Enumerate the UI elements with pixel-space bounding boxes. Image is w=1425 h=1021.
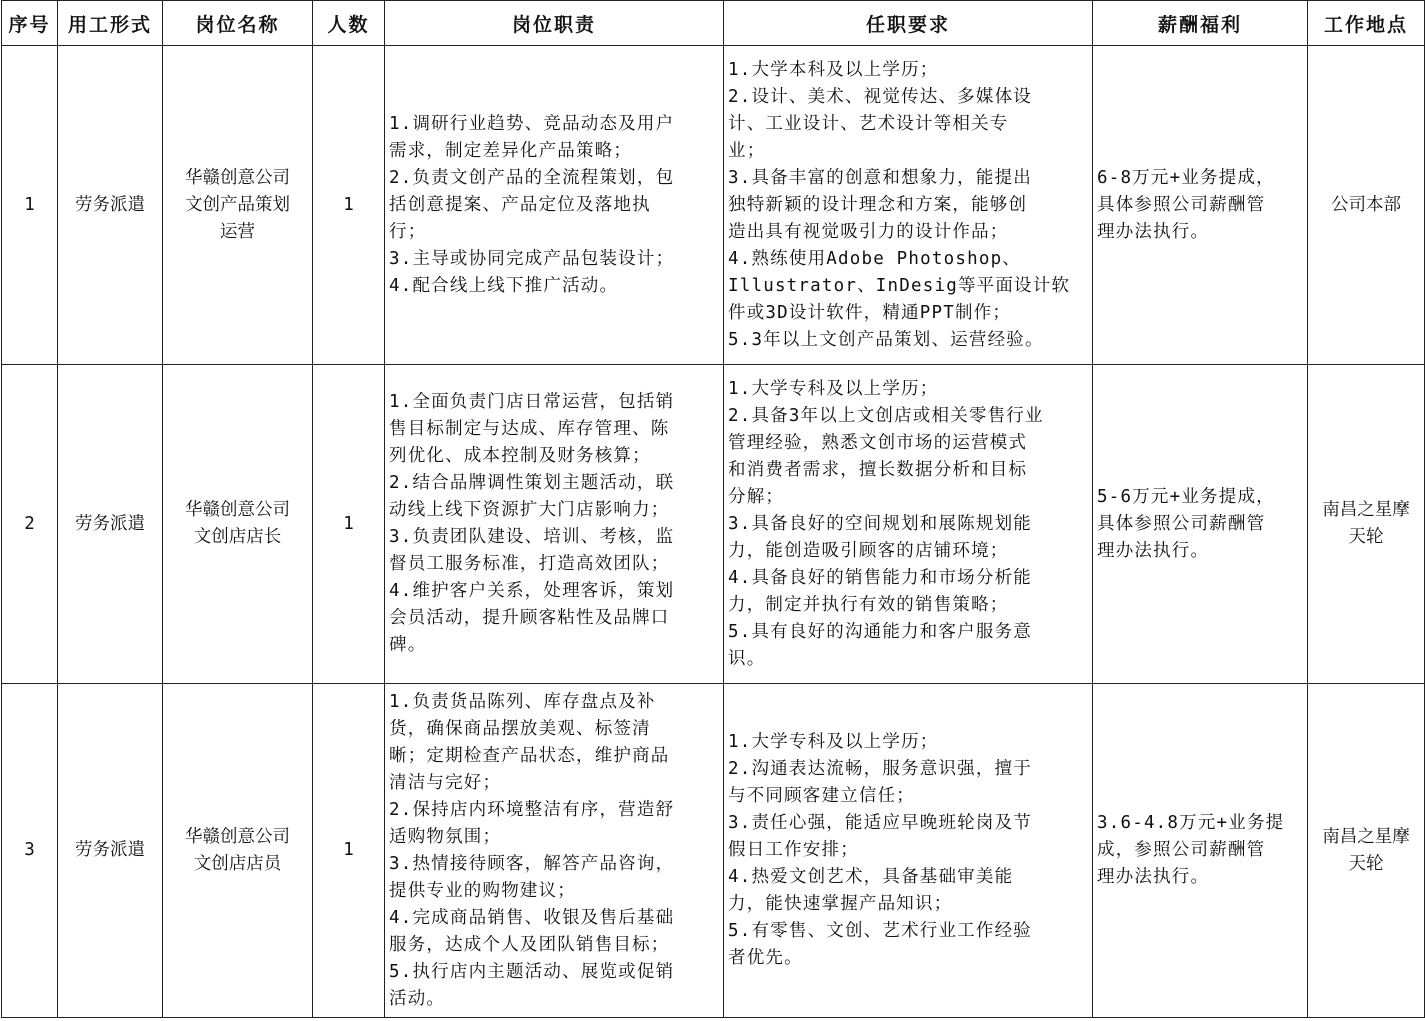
text-line: 具体参照公司薪酬管: [1097, 513, 1266, 534]
text-line: 3.具备良好的空间规划和展陈规划能: [728, 513, 1032, 534]
text-line: 华赣创意公司: [185, 500, 290, 520]
cell-type: 劳务派遣: [58, 365, 163, 684]
text-line: 清洁与完好；: [389, 772, 502, 793]
table-row: [2, 46, 1425, 365]
cell-position: [163, 365, 313, 684]
table-row: [2, 684, 1425, 1018]
text-line: 理办法执行。: [1097, 540, 1210, 561]
text-line: 活动。: [389, 988, 446, 1009]
text-line: 3.6-4.8万元+业务提: [1097, 813, 1285, 833]
text-line: 6-8万元+业务提成，: [1097, 167, 1275, 188]
header-count: 人数: [313, 1, 385, 46]
header-seq: 序号: [2, 1, 58, 46]
text-line: 华赣创意公司: [185, 167, 290, 188]
text-line: Illustrator、InDesig等平面设计软: [728, 275, 1071, 296]
text-line: 文创产品策划: [185, 194, 290, 215]
text-line: 力，能快速掌握产品知识；: [728, 894, 953, 914]
cell-requirements: [724, 46, 1093, 365]
text-line: 件或3D设计软件，精通PPT制作；: [728, 302, 1012, 323]
text-line: 2.具备3年以上文创店或相关零售行业: [728, 405, 1044, 426]
cell-seq: 3: [2, 684, 58, 1018]
text-line: 3.负责团队建设、培训、考核，监: [389, 527, 675, 547]
text-line: 业；: [728, 140, 766, 161]
text-line: 1.全面负责门店日常运营，包括销: [389, 392, 675, 412]
text-line: 1.负责货品陈列、库存盘点及补: [389, 691, 656, 712]
cell-duties: [385, 684, 724, 1018]
text-line: 碑。: [389, 635, 427, 655]
text-line: 5.执行店内主题活动、展览或促销: [389, 961, 675, 982]
header-duties: 岗位职责: [385, 1, 724, 46]
text-line: 具体参照公司薪酬管: [1097, 194, 1266, 215]
cell-seq: 1: [2, 46, 58, 365]
text-line: 2.沟通表达流畅，服务意识强，擅于: [728, 759, 1032, 779]
text-line: 和消费者需求，擅长数据分析和目标: [728, 459, 1028, 480]
text-line: 5.有零售、文创、艺术行业工作经验: [728, 921, 1032, 941]
text-line: 假日工作安排；: [728, 840, 859, 860]
text-line: 1.大学专科及以上学历；: [728, 732, 939, 752]
text-line: 华赣创意公司: [185, 826, 290, 847]
text-line: 造出具有视觉吸引力的设计作品；: [728, 221, 1009, 242]
text-line: 服务，达成个人及团队销售目标；: [389, 934, 670, 955]
text-line: 计、工业设计、艺术设计等相关专: [728, 113, 1009, 134]
text-line: 5.3年以上文创产品策划、运营经验。: [728, 329, 1044, 350]
text-line: 2.设计、美术、视觉传达、多媒体设: [728, 86, 1032, 107]
text-line: 文创店店员: [193, 853, 282, 874]
cell-count: 1: [313, 684, 385, 1018]
header-row: [2, 1, 1425, 46]
text-line: 4.完成商品销售、收银及售后基础: [389, 907, 675, 928]
cell-count: 1: [313, 365, 385, 684]
cell-requirements: [724, 365, 1093, 684]
text-line: 2.负责文创产品的全流程策划，包: [389, 167, 675, 188]
text-line: 会员活动，提升顾客粘性及品牌口: [389, 608, 670, 628]
text-line: 南昌之星摩: [1322, 500, 1410, 520]
text-line: 天轮: [1348, 853, 1384, 874]
text-line: 提供专业的购物建议；: [389, 880, 576, 901]
header-requirements: 任职要求: [724, 1, 1093, 46]
cell-duties: [385, 365, 724, 684]
text-line: 货，确保商品摆放美观、标签清: [389, 718, 651, 739]
text-line: 1.大学专科及以上学历；: [728, 378, 939, 399]
cell-location: [1308, 46, 1425, 365]
text-line: 4.配合线上线下推广活动。: [389, 275, 619, 296]
text-line: 独特新颖的设计理念和方案，能够创: [728, 194, 1028, 215]
cell-position: [163, 46, 313, 365]
text-line: 括创意提案、产品定位及落地执: [389, 194, 651, 215]
text-line: 3.具备丰富的创意和想象力，能提出: [728, 167, 1032, 188]
cell-duties: [385, 46, 724, 365]
text-line: 行；: [389, 221, 427, 242]
text-line: 晰；定期检查产品状态，维护商品: [389, 745, 670, 766]
text-line: 管理经验，熟悉文创市场的运营模式: [728, 432, 1028, 453]
text-line: 5-6万元+业务提成，: [1097, 486, 1275, 507]
text-line: 分解；: [728, 486, 785, 507]
text-line: 公司本部: [1331, 194, 1401, 215]
text-line: 3.热情接待顾客，解答产品咨询，: [389, 853, 675, 874]
text-line: 4.维护客户关系，处理客诉，策划: [389, 581, 675, 601]
text-line: 南昌之星摩: [1322, 826, 1410, 847]
text-line: 5.具有良好的沟通能力和客户服务意: [728, 621, 1032, 642]
text-line: 运营: [220, 221, 255, 242]
text-line: 者优先。: [728, 948, 803, 968]
text-line: 与不同顾客建立信任；: [728, 786, 915, 806]
text-line: 1.大学本科及以上学历；: [728, 59, 939, 80]
table-row: [2, 365, 1425, 684]
cell-requirements: [724, 684, 1093, 1018]
header-salary: 薪酬福利: [1093, 1, 1308, 46]
header-position: 岗位名称: [163, 1, 313, 46]
text-line: 理办法执行。: [1097, 867, 1210, 887]
text-line: 4.具备良好的销售能力和市场分析能: [728, 567, 1032, 588]
cell-location: [1308, 684, 1425, 1018]
text-line: 3.责任心强，能适应早晚班轮岗及节: [728, 813, 1032, 833]
cell-count: 1: [313, 46, 385, 365]
text-line: 督员工服务标准，打造高效团队；: [389, 554, 670, 574]
text-line: 4.热爱文创艺术，具备基础审美能: [728, 867, 1014, 887]
header-type: 用工形式: [58, 1, 163, 46]
text-line: 4.熟练使用Adobe Photoshop、: [728, 248, 1022, 269]
text-line: 成，参照公司薪酬管: [1097, 840, 1266, 860]
text-line: 力，能创造吸引顾客的店铺环境；: [728, 540, 1009, 561]
text-line: 动线上线下资源扩大门店影响力；: [389, 500, 670, 520]
text-line: 列优化、成本控制及财务核算；: [389, 446, 651, 466]
text-line: 适购物氛围；: [389, 826, 502, 847]
text-line: 理办法执行。: [1097, 221, 1210, 242]
text-line: 天轮: [1348, 527, 1384, 547]
text-line: 文创店店长: [193, 527, 282, 547]
text-line: 力，制定并执行有效的销售策略；: [728, 594, 1009, 615]
cell-salary: [1093, 684, 1308, 1018]
text-line: 2.保持店内环境整洁有序，营造舒: [389, 799, 675, 820]
job-table: [1, 0, 1425, 1018]
text-line: 2.结合品牌调性策划主题活动，联: [389, 473, 675, 493]
cell-seq: 2: [2, 365, 58, 684]
cell-position: [163, 684, 313, 1018]
text-line: 1.调研行业趋势、竞品动态及用户: [389, 113, 675, 134]
text-line: 3.主导或协同完成产品包装设计；: [389, 248, 675, 269]
text-line: 识。: [728, 648, 766, 669]
text-line: 售目标制定与达成、库存管理、陈: [389, 419, 670, 439]
cell-location: [1308, 365, 1425, 684]
cell-type: 劳务派遣: [58, 46, 163, 365]
text-line: 需求，制定差异化产品策略；: [389, 140, 633, 161]
cell-salary: [1093, 46, 1308, 365]
cell-salary: [1093, 365, 1308, 684]
cell-type: 劳务派遣: [58, 684, 163, 1018]
header-location: 工作地点: [1308, 1, 1425, 46]
